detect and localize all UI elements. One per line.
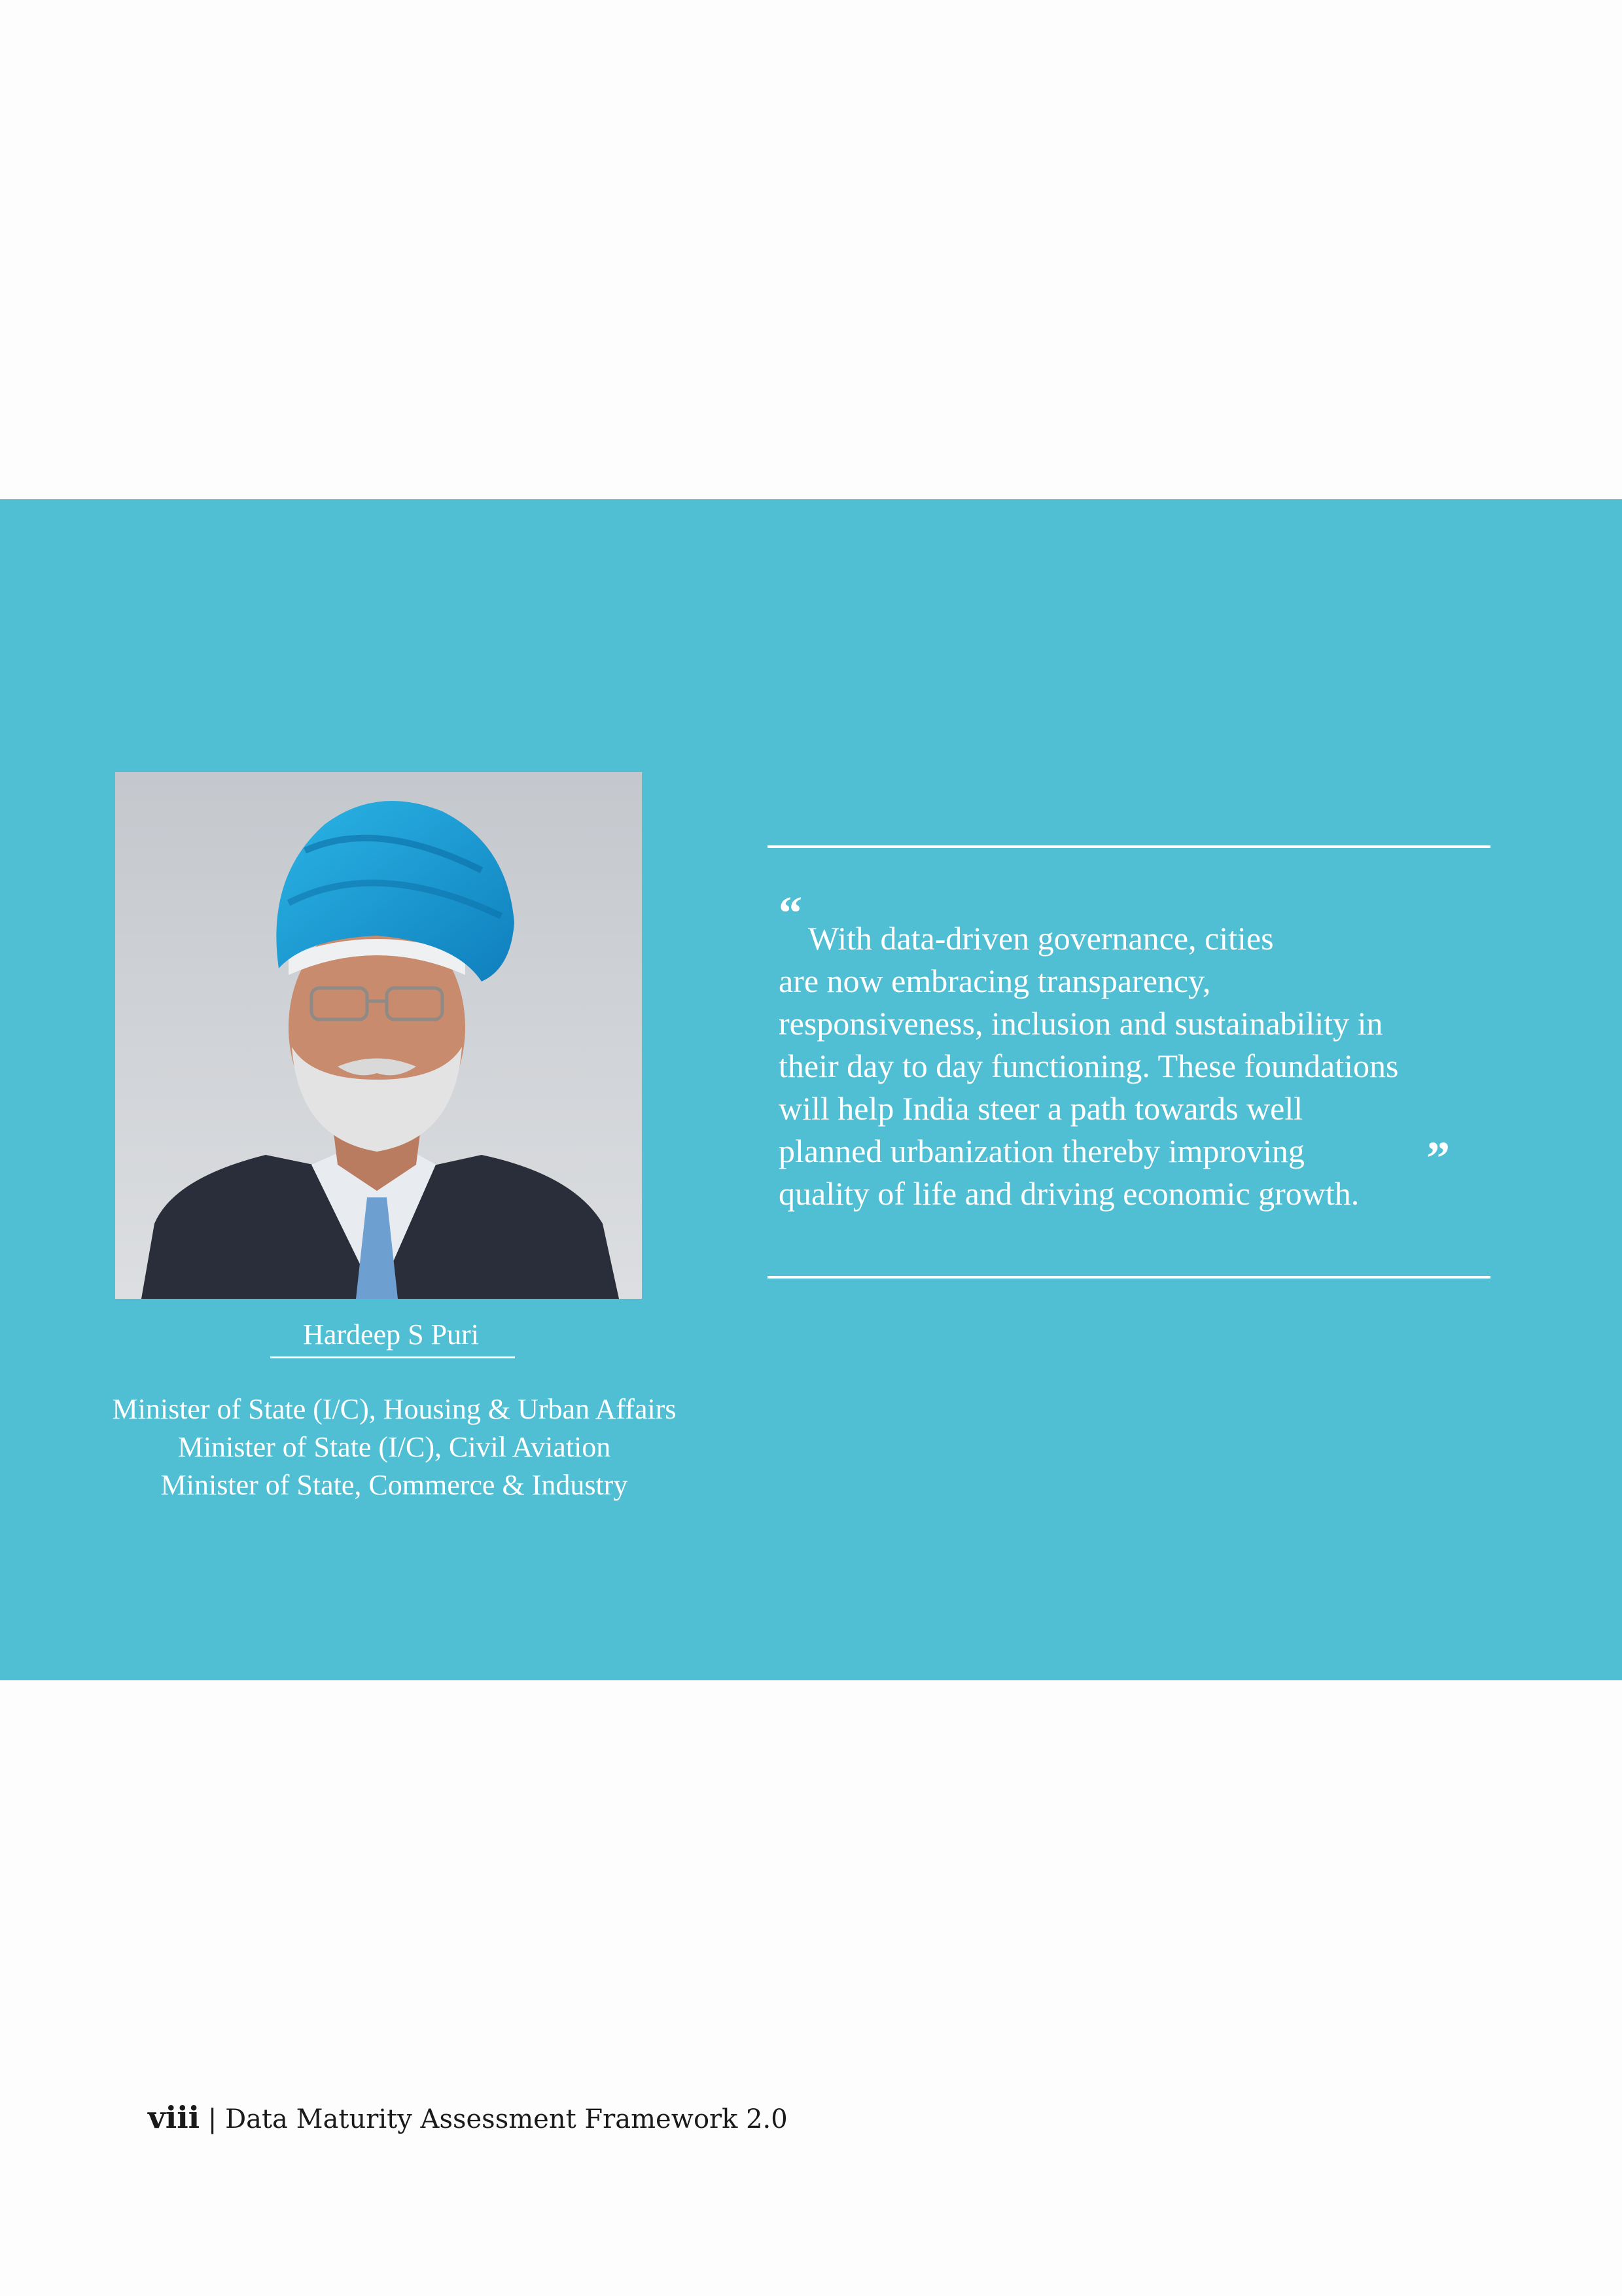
quote-line: are now embracing transparency,	[779, 963, 1211, 999]
quote-line: With data-driven governance, cities	[808, 920, 1274, 957]
quote-line: responsiveness, inclusion and sustainability in	[779, 1005, 1383, 1042]
quote-line: their day to day functioning. These foundations	[779, 1048, 1399, 1084]
open-quote-mark: “	[779, 887, 802, 939]
quote-bottom-divider	[767, 1276, 1490, 1279]
role-line: Minister of State (I/C), Civil Aviation	[177, 1431, 611, 1463]
role-line: Minister of State (I/C), Housing & Urban Affairs	[112, 1393, 677, 1425]
minister-portrait	[115, 772, 642, 1299]
quote-top-divider	[767, 845, 1490, 848]
person-roles	[59, 1390, 730, 1504]
quote-line: planned urbanization thereby improving	[779, 1133, 1305, 1169]
name-underline	[270, 1356, 515, 1358]
close-quote-mark: ”	[1426, 1132, 1450, 1184]
page-number: viii	[148, 2100, 200, 2135]
role-line: Minister of State, Commerce & Industry	[160, 1469, 628, 1501]
document-title: Data Maturity Assessment Framework 2.0	[225, 2104, 788, 2134]
quote-line: quality of life and driving economic growth.	[779, 1175, 1360, 1212]
footer-separator: |	[200, 2104, 226, 2134]
quote-line: will help India steer a path towards well	[779, 1090, 1303, 1127]
quote-text	[779, 917, 1525, 1215]
person-name: Hardeep S Puri	[303, 1318, 479, 1351]
portrait-image	[115, 772, 642, 1299]
page-footer	[148, 2099, 788, 2138]
